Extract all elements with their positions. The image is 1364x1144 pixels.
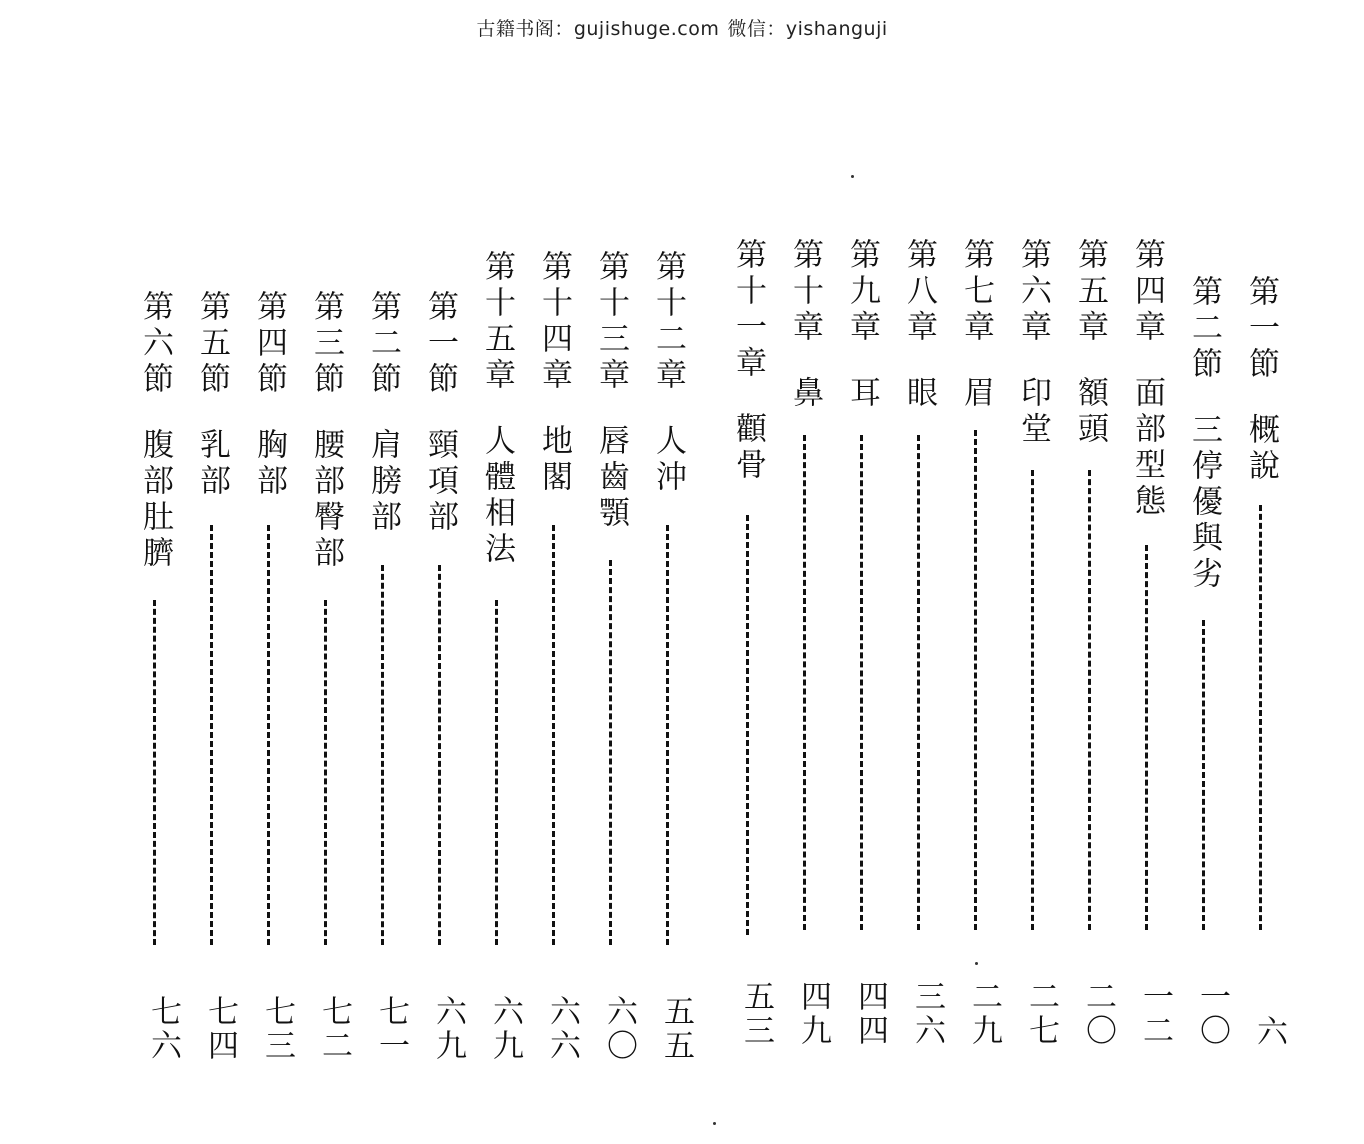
toc-entry	[1010, 238, 1056, 448]
toc-title: 面部型態	[1129, 376, 1165, 520]
toc-page-number: 二九	[966, 980, 1002, 1048]
toc-label: 第十五章	[479, 250, 515, 394]
toc-label: 第十一章	[730, 238, 766, 382]
toc-page-number: 一〇	[1194, 980, 1230, 1048]
toc-entry	[1238, 275, 1284, 485]
toc-leader	[267, 525, 270, 945]
toc-page-number: 三六	[909, 980, 945, 1048]
toc-entry	[1067, 238, 1113, 448]
toc-title: 腰部臀部	[308, 428, 344, 572]
toc-title: 腹部肚臍	[137, 428, 173, 572]
toc-page-number: 六九	[487, 995, 523, 1063]
toc-leader	[495, 600, 498, 945]
toc-page-number: 六九	[430, 995, 466, 1063]
toc-page-number: 四四	[852, 980, 888, 1048]
toc-label: 第五節	[194, 290, 230, 398]
toc-page-number: 一二	[1137, 980, 1173, 1048]
toc-page-number: 四九	[795, 980, 831, 1048]
toc-entry	[189, 290, 235, 500]
toc-leader	[803, 435, 806, 930]
toc-entry	[417, 290, 463, 536]
toc-leader	[974, 430, 977, 930]
toc-entry	[1124, 238, 1170, 520]
toc-label: 第十章	[787, 238, 823, 346]
toc-leader	[381, 565, 384, 945]
toc-page-number: 六六	[544, 995, 580, 1063]
toc-entry	[839, 238, 885, 412]
toc-label: 第四節	[251, 290, 287, 398]
toc-label: 第六節	[137, 290, 173, 398]
toc-page-number: 七一	[373, 995, 409, 1063]
toc-label: 第四章	[1129, 238, 1165, 346]
toc-leader	[917, 435, 920, 930]
toc-label: 第六章	[1015, 238, 1051, 346]
scan-speck	[851, 175, 854, 178]
toc-page-number: 七二	[316, 995, 352, 1063]
toc-page-number: 七三	[259, 995, 295, 1063]
wechat-label: 微信：yishanguji	[727, 18, 888, 40]
toc-leader	[666, 525, 669, 945]
toc-title: 眼	[901, 376, 937, 412]
toc-label: 第七章	[958, 238, 994, 346]
toc-leader	[746, 515, 749, 935]
toc-title: 額頭	[1072, 376, 1108, 448]
toc-title: 概說	[1243, 413, 1279, 485]
toc-entry	[725, 238, 771, 484]
site-label: 古籍书阁：gujishuge.com	[476, 18, 720, 40]
toc-page-number: 六〇	[601, 995, 637, 1063]
toc-leader	[210, 525, 213, 945]
toc-label: 第五章	[1072, 238, 1108, 346]
toc-label: 第八章	[901, 238, 937, 346]
toc-entry	[588, 250, 634, 532]
toc-label: 第一節	[1243, 275, 1279, 383]
toc-leader	[552, 525, 555, 945]
toc-title: 印堂	[1015, 376, 1051, 448]
toc-label: 第十四章	[536, 250, 572, 394]
toc-entry	[953, 238, 999, 412]
toc-entry	[360, 290, 406, 536]
toc-title: 三停優與劣	[1186, 413, 1222, 593]
toc-leader	[438, 565, 441, 945]
toc-leader	[1088, 470, 1091, 930]
toc-title: 胸部	[251, 428, 287, 500]
toc-page-number: 七六	[145, 995, 181, 1063]
toc-entry	[782, 238, 828, 412]
toc-label: 第九章	[844, 238, 880, 346]
scan-speck	[713, 1122, 716, 1125]
toc-page-number: 二七	[1023, 980, 1059, 1048]
toc-page-number: 二〇	[1080, 980, 1116, 1048]
toc-leader	[1259, 505, 1262, 930]
toc-entry	[474, 250, 520, 568]
toc-title: 鼻	[787, 376, 823, 412]
toc-title: 頸項部	[422, 428, 458, 536]
toc-leader	[609, 560, 612, 945]
toc-entry	[303, 290, 349, 572]
toc-leader	[1031, 470, 1034, 930]
toc-entry	[896, 238, 942, 412]
toc-leader	[1145, 545, 1148, 930]
toc-leader	[1202, 620, 1205, 930]
toc-page-number: 七四	[202, 995, 238, 1063]
toc-title: 眉	[958, 376, 994, 412]
toc-page-number: 六	[1251, 1015, 1287, 1049]
toc-leader	[153, 600, 156, 945]
toc-title: 耳	[844, 376, 880, 412]
toc-label: 第一節	[422, 290, 458, 398]
toc-label: 第十二章	[650, 250, 686, 394]
toc-page-number: 五五	[658, 995, 694, 1063]
toc-entry	[132, 290, 178, 572]
toc-page-number: 五三	[738, 980, 774, 1048]
scan-speck	[975, 962, 978, 965]
toc-label: 第十三章	[593, 250, 629, 394]
toc-title: 顴骨	[730, 412, 766, 484]
toc-entry	[531, 250, 577, 496]
toc-title: 唇齒顎	[593, 424, 629, 532]
watermark-header	[0, 14, 1364, 41]
toc-leader	[324, 600, 327, 945]
toc-title: 乳部	[194, 428, 230, 500]
toc-title: 人體相法	[479, 424, 515, 568]
toc-entry	[645, 250, 691, 496]
toc-leader	[860, 435, 863, 930]
toc-label: 第三節	[308, 290, 344, 398]
toc-label: 第二節	[365, 290, 401, 398]
toc-title: 人沖	[650, 424, 686, 496]
toc-label: 第二節	[1186, 275, 1222, 383]
toc-entry	[246, 290, 292, 500]
toc-title: 肩膀部	[365, 428, 401, 536]
toc-entry	[1181, 275, 1227, 593]
toc-title: 地閣	[536, 424, 572, 496]
